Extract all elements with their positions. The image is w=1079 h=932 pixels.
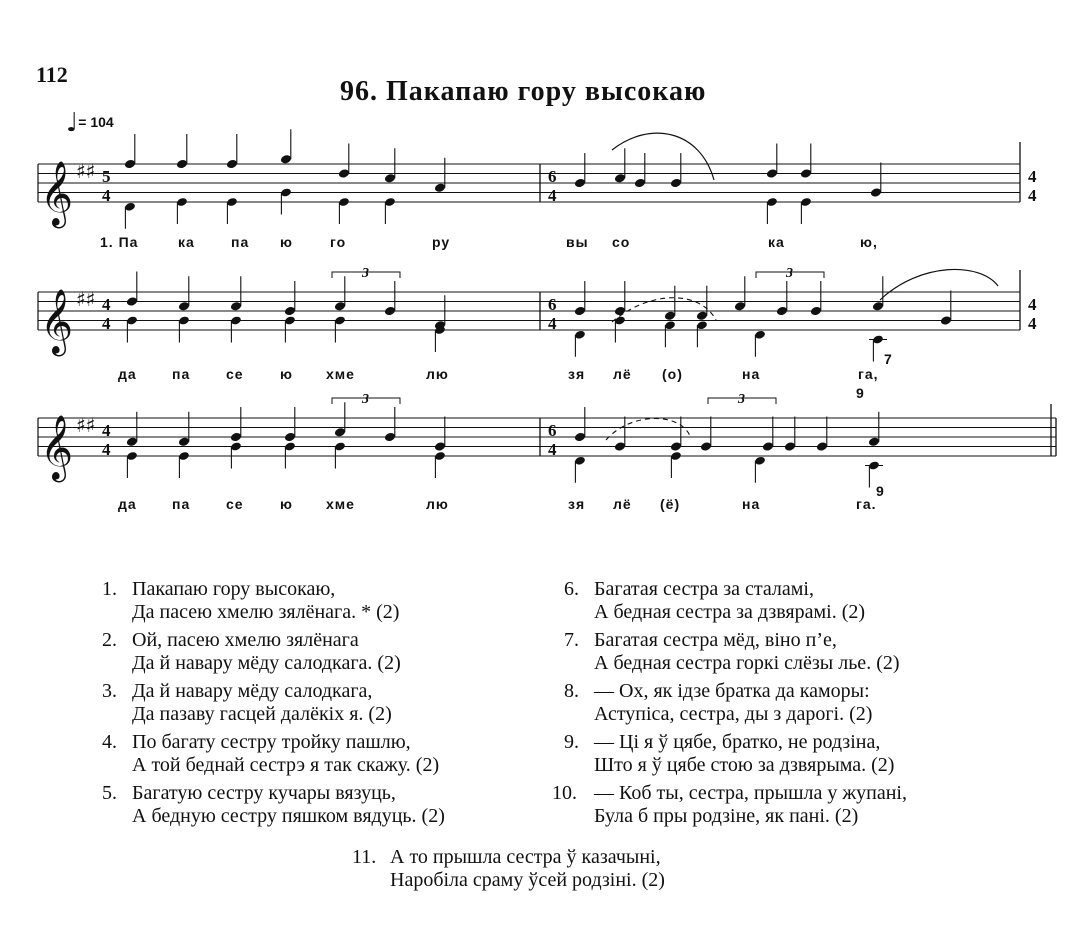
quarter-note-icon: ♩: [66, 108, 79, 138]
page-number: 112: [36, 62, 68, 87]
syllable: па: [172, 366, 191, 382]
verse-line: Да й навару мёду салодкага. (2): [132, 652, 401, 674]
time-signature-numerator: 4: [1028, 167, 1037, 186]
syllable: па: [172, 496, 191, 512]
syllable: ю,: [860, 234, 878, 250]
key-signature-sharps-icon: ♯♯: [76, 413, 96, 437]
verse-line: Аступіса, сестра, ды з дарогі. (2): [594, 703, 873, 725]
verse-line: Да пазаву гасцей далёкіх я. (2): [132, 703, 392, 725]
time-signature-denominator: 4: [1028, 314, 1037, 333]
time-signature-denominator: 4: [102, 186, 111, 205]
lyrics-line-2: [0, 366, 1079, 386]
fermata-number: 7: [884, 351, 892, 367]
verse-number: 10.: [552, 782, 577, 804]
song-title: 96. Пакапаю гору высокаю: [340, 76, 707, 107]
syllable: 1. Па: [100, 234, 139, 250]
time-signature-numerator: 6: [548, 167, 557, 186]
time-signature-numerator: 6: [548, 295, 557, 314]
syllable: ю: [280, 234, 293, 250]
verse-line: — Коб ты, сестра, прышла у жупані,: [594, 782, 907, 804]
verse-number: 1.: [102, 578, 117, 600]
treble-clef-icon: 𝄞: [40, 415, 74, 480]
verse-number: 7.: [564, 629, 579, 651]
lyrics-line-3: [0, 496, 1079, 516]
syllable: ка: [178, 234, 195, 250]
verse: [102, 731, 445, 777]
verse: [564, 578, 907, 624]
verse-number: 4.: [102, 731, 117, 753]
time-signature-denominator: 4: [548, 314, 557, 333]
verse-line: — Ох, як ідзе братка да каморы:: [594, 680, 870, 702]
syllable: на: [742, 496, 761, 512]
syllable: го: [330, 234, 347, 250]
time-signature-denominator: 4: [1028, 186, 1037, 205]
syllable: ю: [280, 496, 293, 512]
syllable: вы: [566, 234, 589, 250]
syllable: зя: [568, 496, 586, 512]
slur: [880, 269, 998, 300]
verses-left-column: [102, 578, 445, 833]
verse-line: А бедную сестру пяшком вядуць. (2): [132, 805, 445, 827]
syllable: со: [612, 234, 631, 250]
verse-number: 5.: [102, 782, 117, 804]
verse-number: 3.: [102, 680, 117, 702]
syllable: се: [226, 366, 244, 382]
time-signature-numerator: 4: [102, 421, 111, 440]
syllable: лё: [613, 366, 632, 382]
verse-number: 8.: [564, 680, 579, 702]
syllable: га.: [856, 496, 877, 512]
verse-number: 9.: [564, 731, 579, 753]
verse: [352, 846, 665, 892]
verse-number: 11.: [352, 846, 377, 868]
verse-line: Ой, пасею хмелю зялёнага: [132, 629, 359, 651]
verse: [102, 578, 445, 624]
time-signature-denominator: 4: [102, 314, 111, 333]
time-signature-numerator: 4: [1028, 295, 1037, 314]
verse: [564, 680, 907, 726]
time-signature-numerator: 6: [548, 421, 557, 440]
time-signature-numerator: 4: [102, 295, 111, 314]
syllable: (о): [662, 366, 683, 382]
treble-clef-icon: 𝄞: [40, 161, 74, 226]
syllable: на: [742, 366, 761, 382]
time-signature-denominator: 4: [548, 440, 557, 459]
syllable: да: [118, 366, 137, 382]
syllable: лё: [613, 496, 632, 512]
syllable: па: [231, 234, 250, 250]
verse-line: По багату сестру тройку пашлю,: [132, 731, 411, 753]
verse: [102, 629, 445, 675]
verse-line: Пакапаю гору высокаю,: [132, 578, 336, 600]
verse-line: Була б пры родзіне, як пані. (2): [594, 805, 859, 827]
syllable: лю: [426, 496, 449, 512]
verse-line: А бедная сестра горкі слёзы лье. (2): [594, 652, 900, 674]
syllable: хме: [326, 496, 355, 512]
syllable: зя: [568, 366, 586, 382]
time-signature-denominator: 4: [548, 186, 557, 205]
key-signature-sharps-icon: ♯♯: [76, 287, 96, 311]
syllable: (ё): [660, 496, 681, 512]
tempo-value: = 104: [78, 114, 114, 130]
verse-line: Да й навару мёду салодкага,: [132, 680, 373, 702]
verse-line: Багатую сестру кучары вязуць,: [132, 782, 396, 804]
syllable: ру: [432, 234, 451, 250]
time-signature-denominator: 4: [102, 440, 111, 459]
syllable: се: [226, 496, 244, 512]
verse-line: Наробіла сраму ўсей родзіні. (2): [390, 869, 665, 891]
tuplet-number: 3: [362, 266, 369, 281]
time-signature-numerator: 5: [102, 167, 111, 186]
syllable: хме: [326, 366, 355, 382]
tuplet-number: 3: [738, 392, 745, 407]
verses-right-column: [552, 578, 907, 833]
verse-final: [352, 846, 665, 897]
syllable: га,: [858, 366, 879, 382]
syllable: ка: [768, 234, 785, 250]
verse-line: Што я ў цябе стою за дзвярыма. (2): [594, 754, 895, 776]
treble-clef-icon: 𝄞: [40, 289, 74, 354]
tuplet-number: 3: [786, 266, 793, 281]
verse: [552, 782, 907, 828]
verse-number: 2.: [102, 629, 117, 651]
verse-line: Багатая сестра за сталамі,: [594, 578, 814, 600]
lyrics-line-1: [0, 234, 1079, 254]
syllable: лю: [426, 366, 449, 382]
verse-line: А бедная сестра за дзвярамі. (2): [594, 601, 866, 623]
tuplet-number: 3: [362, 392, 369, 407]
verse-number: 6.: [564, 578, 579, 600]
verse: [102, 782, 445, 828]
verse-line: Багатая сестра мёд, віно п’е,: [594, 629, 837, 651]
verse-line: — Ці я ў цябе, братко, не родзіна,: [594, 731, 881, 753]
verse-line: Да пасею хмелю зялёнага. * (2): [132, 601, 400, 623]
verse: [102, 680, 445, 726]
syllable: да: [118, 496, 137, 512]
verse: [564, 629, 907, 675]
verse-line: А той беднай сестрэ я так скажу. (2): [132, 754, 440, 776]
syllable: ю: [280, 366, 293, 382]
fermata-number: 9: [876, 483, 884, 499]
verse-line: А то прышла сестра ў казачыні,: [390, 846, 661, 868]
fermata-number: 9: [856, 385, 864, 401]
verse: [564, 731, 907, 777]
key-signature-sharps-icon: ♯♯: [76, 159, 96, 183]
